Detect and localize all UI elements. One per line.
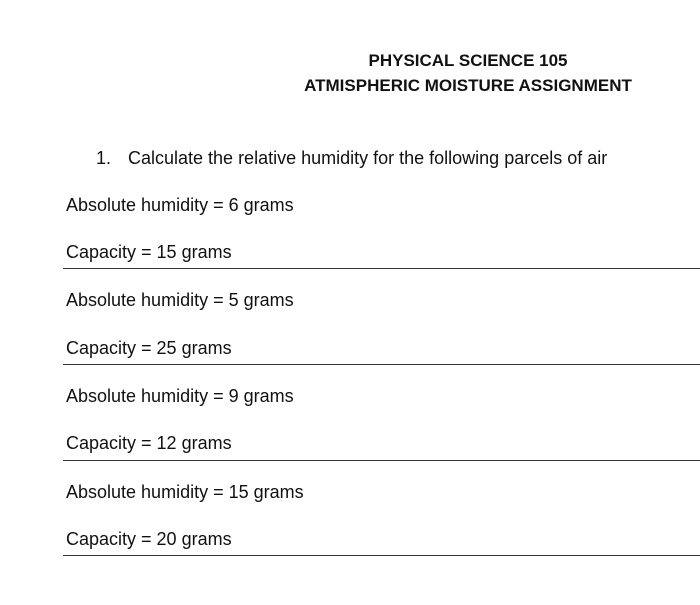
answer-line-2: [63, 364, 700, 365]
parcel-1-capacity: Capacity = 15 grams: [66, 242, 232, 262]
question-1: [96, 148, 607, 169]
parcel-3-capacity: Capacity = 12 grams: [66, 433, 232, 453]
question-text: Calculate the relative humidity for the following parcels of air: [128, 148, 608, 168]
parcel-1-absolute-humidity: Absolute humidity = 6 grams: [66, 195, 294, 215]
course-title: PHYSICAL SCIENCE 105: [368, 51, 568, 70]
assignment-title: ATMISPHERIC MOISTURE ASSIGNMENT: [304, 76, 632, 95]
answer-line-4: [63, 555, 700, 556]
question-number: 1.: [96, 148, 112, 168]
parcel-4-capacity: Capacity = 20 grams: [66, 529, 232, 549]
parcel-2-absolute-humidity: Absolute humidity = 5 grams: [66, 290, 294, 310]
answer-line-1: [63, 268, 700, 269]
parcel-3-absolute-humidity: Absolute humidity = 9 grams: [66, 386, 294, 406]
parcel-4-absolute-humidity: Absolute humidity = 15 grams: [66, 482, 304, 502]
parcel-2-capacity: Capacity = 25 grams: [66, 338, 232, 358]
answer-line-3: [63, 460, 700, 461]
